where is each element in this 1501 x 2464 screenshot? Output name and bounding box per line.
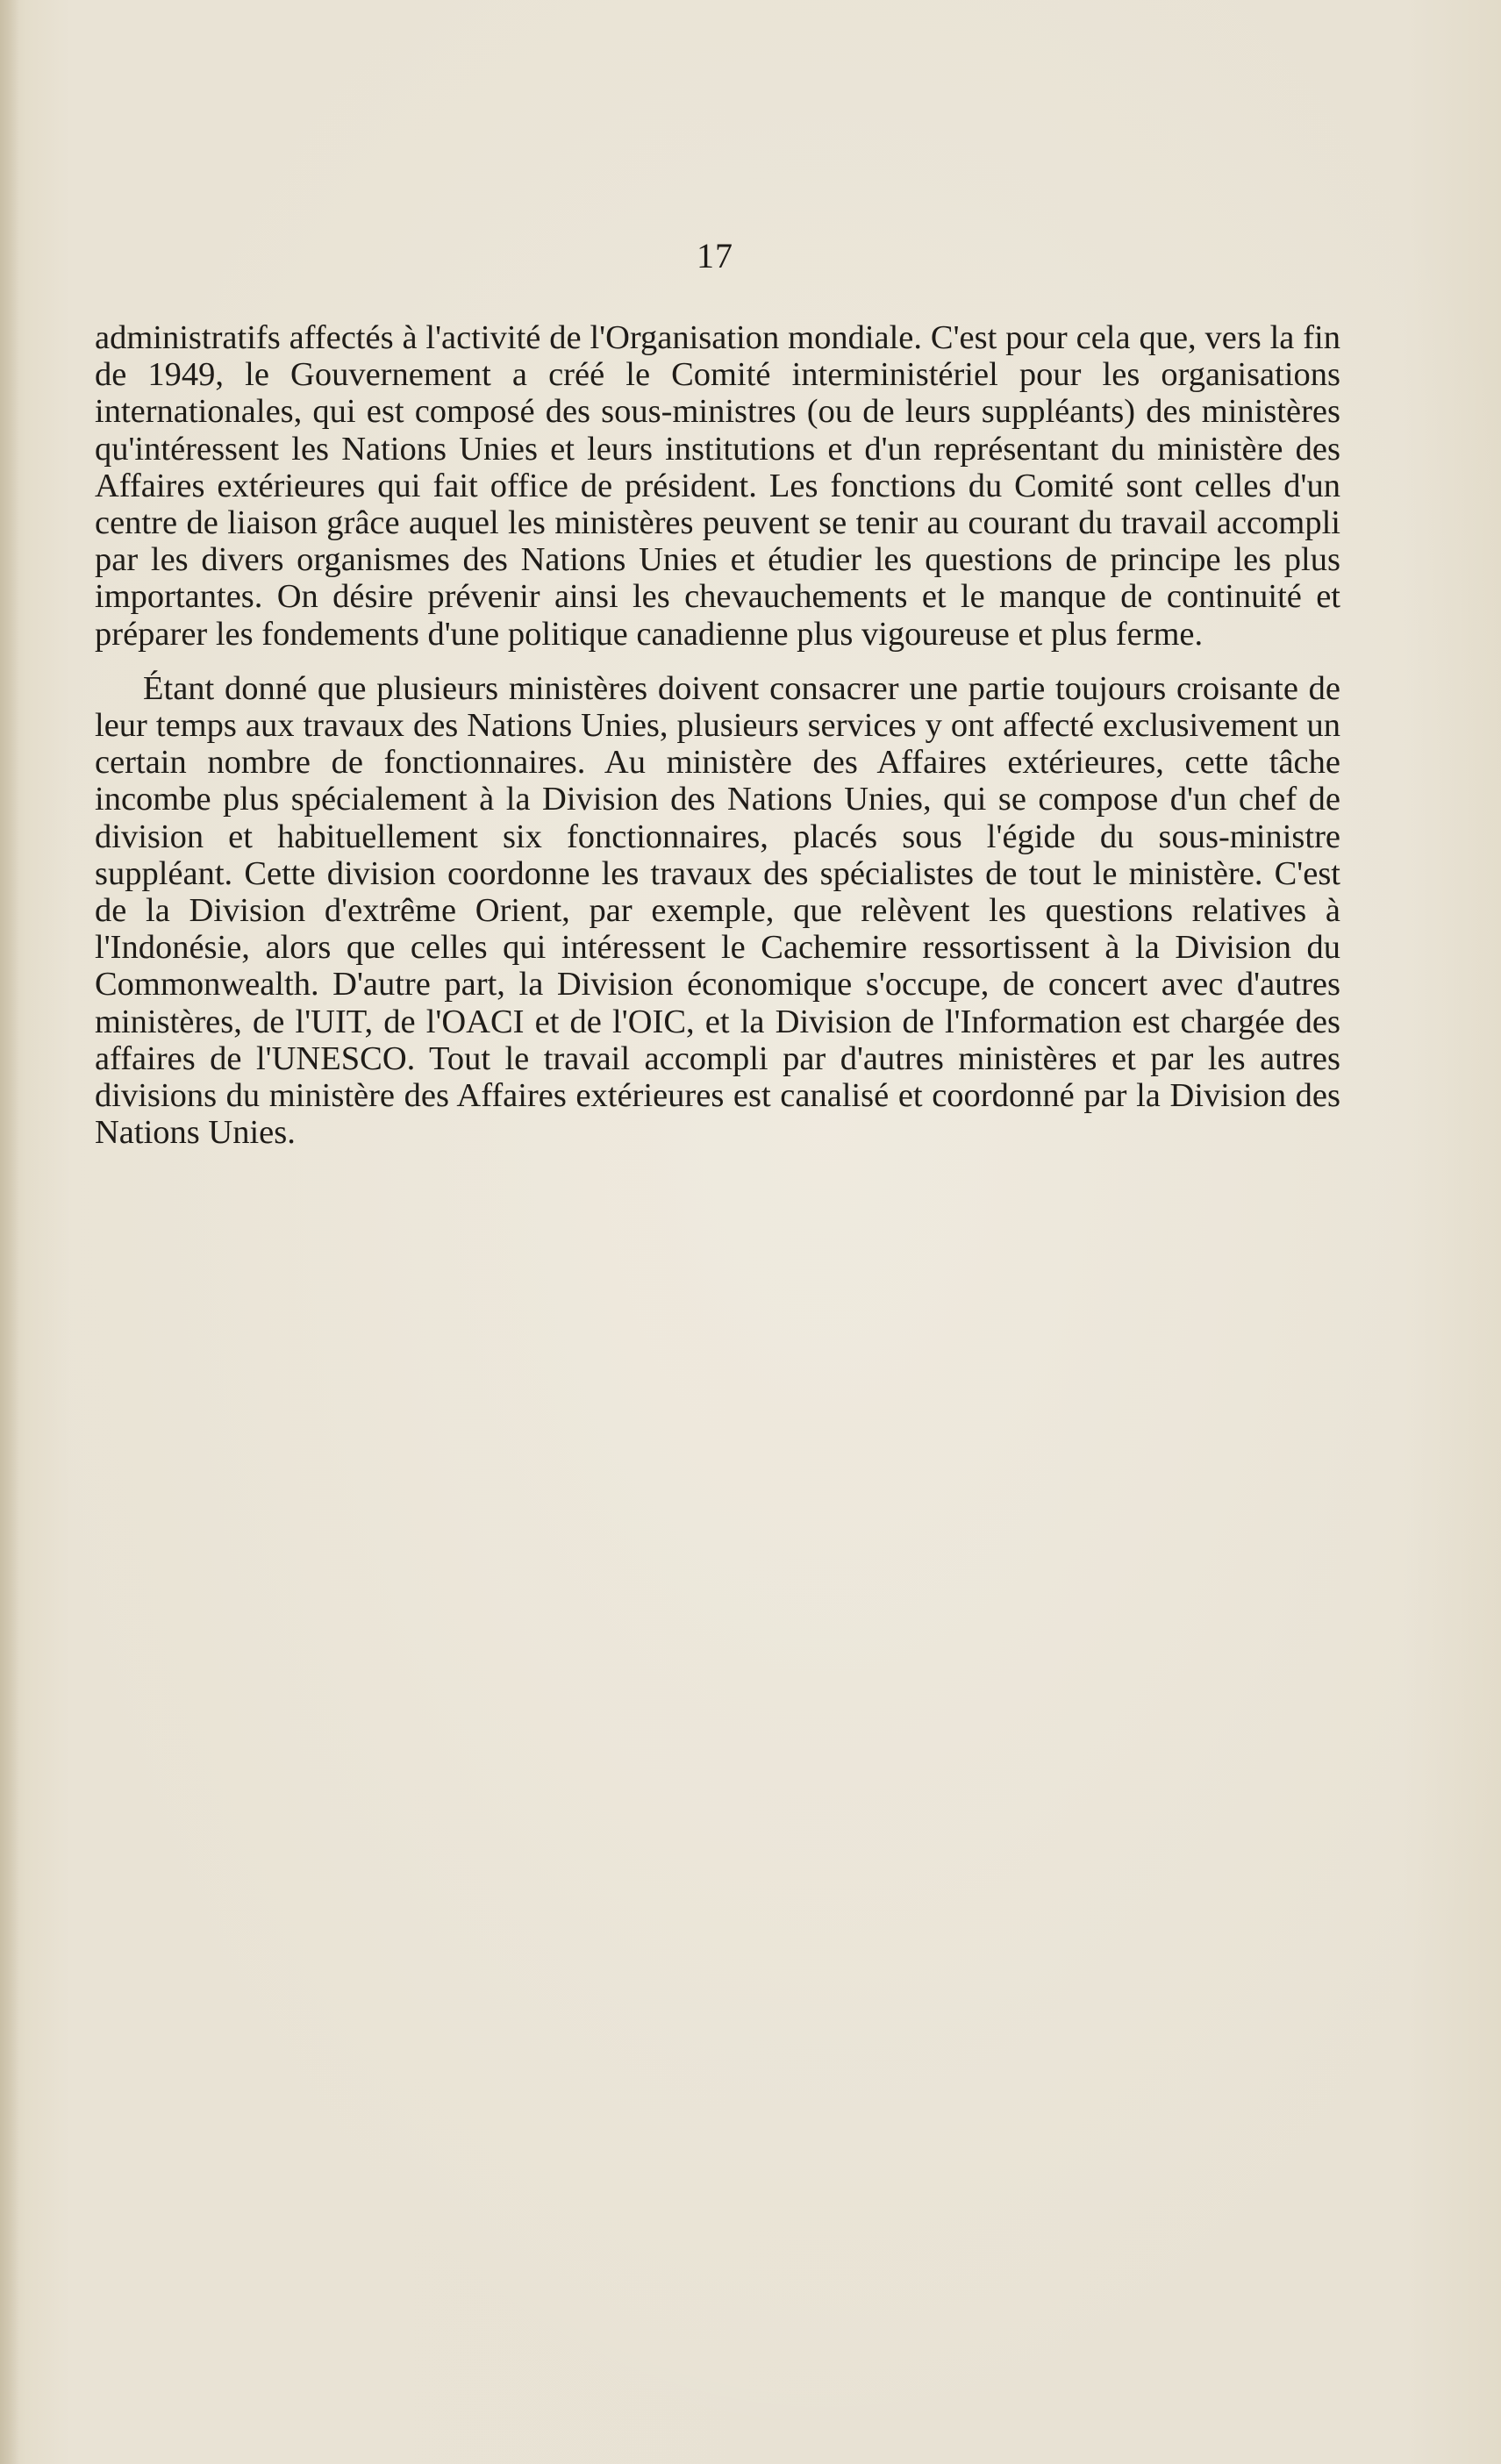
paragraph-1: administratifs affectés à l'activité de l'Organisation mondiale. C'est pour cela que, vers la fin de 1949, le Gouvernement a créé le Comité interministériel pour les organisations internationales, qui est composé des sous-ministres (ou de leurs suppléants) des ministères qu'intéressent les Nations Unies et leurs institutions et d'un représentant du ministère des Affaires extérieures qui fait office de président. Les fonctions du Comité sont celles d'un centre de liaison grâce auquel les ministères peuvent se tenir au courant du travail accompli par les divers organismes des Nations Unies et étudier les questions de principe les plus importantes. On désire prévenir ainsi les chevauchements et le manque de continuité et préparer les fondements d'une politique canadienne plus vigoureuse et plus ferme. bbox=[95, 319, 1340, 653]
page-binding-shadow bbox=[0, 0, 19, 2464]
body-text bbox=[95, 319, 1340, 1151]
page-number: 17 bbox=[697, 236, 733, 275]
paragraph-2: Étant donné que plusieurs ministères doivent consacrer une partie toujours croisante de leur temps aux travaux des Nations Unies, plusieurs services y ont affecté exclusivement un certain nombre de fonctionnaires. Au ministère des Affaires extérieures, cette tâche incombe plus spécialement à la Division des Nations Unies, qui se compose d'un chef de division et habituellement six fonctionnaires, placés sous l'égide du sous-ministre suppléant. Cette division coordonne les travaux des spécialistes de tout le ministère. C'est de la Division d'extrême Orient, par exemple, que relèvent les questions relatives à l'Indonésie, alors que celles qui intéressent le Cachemire ressortissent à la Division du Commonwealth. D'autre part, la Division économique s'occupe, de concert avec d'autres ministères, de l'UIT, de l'OACI et de l'OIC, et la Division de l'Information est chargée des affaires de l'UNESCO. Tout le travail accompli par d'autres ministères et par les autres divisions du ministère des Affaires extérieures est canalisé et coordonné par la Division des Nations Unies. bbox=[95, 669, 1340, 1152]
